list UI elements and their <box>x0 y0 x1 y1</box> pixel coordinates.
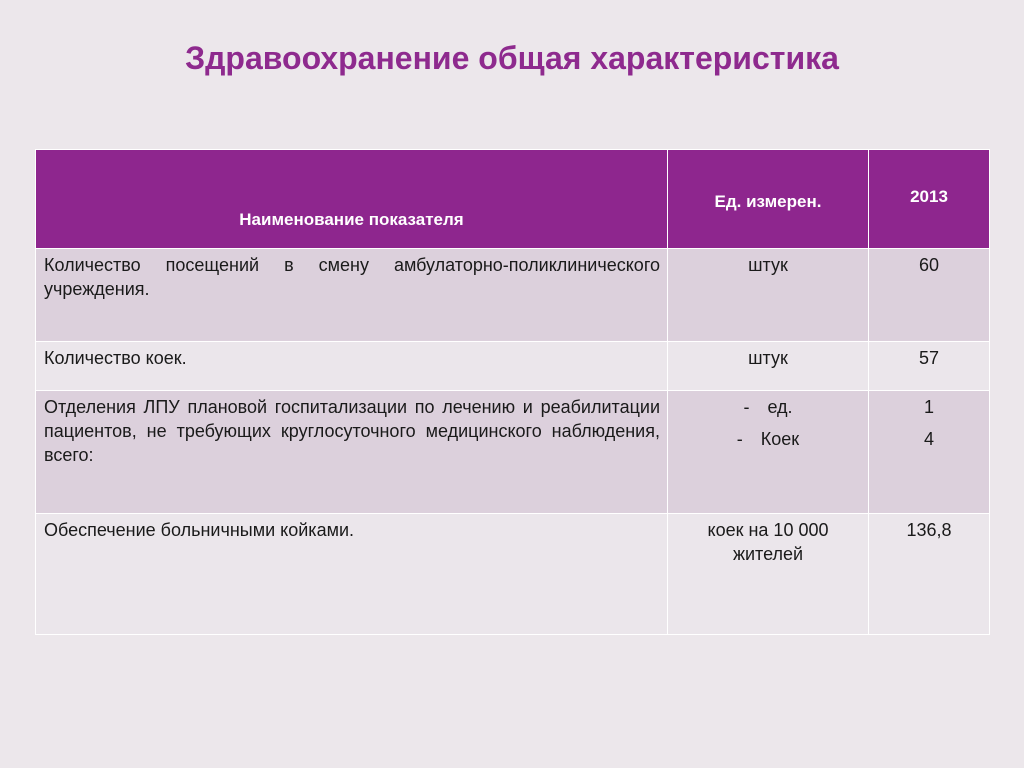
unit-item <box>672 395 864 427</box>
unit-label: Коек <box>760 429 800 449</box>
table-row <box>36 249 990 342</box>
row-unit-list <box>668 391 869 514</box>
table-row <box>36 391 990 514</box>
unit-item <box>672 427 864 459</box>
indicators-table <box>35 149 990 635</box>
row-indicator-name: Отделения ЛПУ плановой госпитализации по лечению и реабилитации пациентов, не требующих круглосуточного медицинского наблюдения, всего: <box>36 391 668 514</box>
table-row <box>36 514 990 635</box>
row-value: 60 <box>869 249 990 342</box>
header-indicator-name: Наименование показателя <box>36 150 668 249</box>
row-value: 136,8 <box>869 514 990 635</box>
header-unit: Ед. измерен. <box>668 150 869 249</box>
slide-title: Здравоохранение общая характеристика <box>185 40 839 76</box>
row-indicator-name: Количество посещений в смену амбулаторно-поликлинического учреждения. <box>36 249 668 342</box>
row-indicator-name: Количество коек. <box>36 342 668 391</box>
row-value: 4 <box>923 429 934 449</box>
unit-label: ед. <box>767 397 793 417</box>
row-value: 57 <box>869 342 990 391</box>
header-year: 2013 <box>869 150 990 249</box>
table-row <box>36 342 990 391</box>
row-value: 1 <box>923 397 934 417</box>
row-unit: штук <box>668 342 869 391</box>
table-header-row <box>36 150 990 249</box>
unit-dash: - <box>736 429 743 449</box>
row-value-list <box>869 391 990 514</box>
row-unit: штук <box>668 249 869 342</box>
unit-dash: - <box>743 397 750 417</box>
row-unit: коек на 10 000 жителей <box>668 514 869 635</box>
row-indicator-name: Обеспечение больничными койками. <box>36 514 668 635</box>
